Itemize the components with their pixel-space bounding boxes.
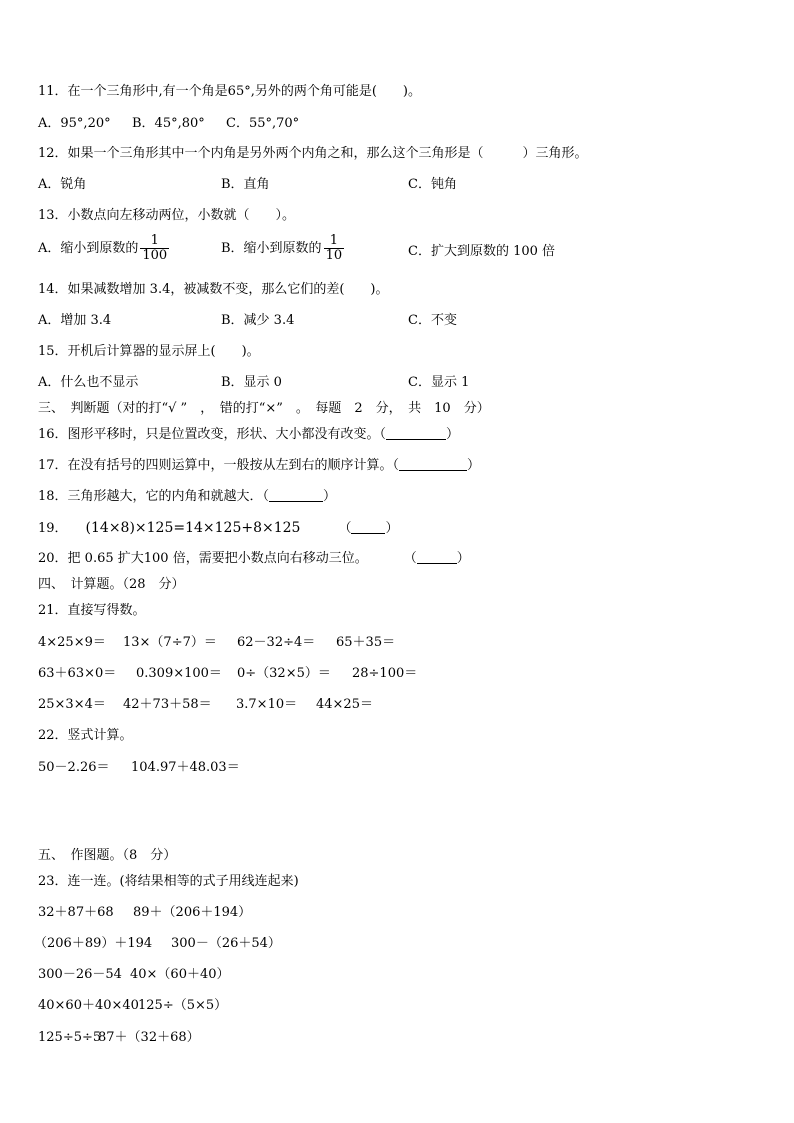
q16-close: ） <box>446 427 460 442</box>
calc-item: 65＋35＝ <box>336 635 396 650</box>
q11-option-b: B．45°,80° <box>132 116 205 131</box>
q11-stem: 11．在一个三角形中,有一个角是65°,另外的两个角可能是( )。 <box>38 84 421 99</box>
q19 <box>38 520 399 537</box>
q13-stem: 13．小数点向左移动两位，小数就（ ）。 <box>38 208 296 223</box>
q15-stem: 15．开机后计算器的显示屏上( )。 <box>38 344 260 359</box>
q13-a-denominator: 100 <box>142 248 168 263</box>
q22-stem: 22．竖式计算。 <box>38 728 133 743</box>
q14-option-a: A．增加 3.4 <box>38 313 112 328</box>
answer-blank[interactable] <box>269 489 323 502</box>
match-right-item: 125÷（5×5） <box>138 998 228 1013</box>
q12-option-a: A．锐角 <box>38 177 87 192</box>
match-right-item: 89＋（206＋194） <box>133 905 252 920</box>
calc-item: 3.7×10＝ <box>236 697 298 712</box>
q12-stem: 12．如果一个三角形其中一个内角是另外两个内角之和，那么这个三角形是（ ）三角形。 <box>38 146 588 161</box>
answer-blank[interactable] <box>399 458 467 471</box>
section-3-heading: 三、 判断题（对的打“√ ” ， 错的打“×” 。 每题 2 分， 共 10 分） <box>38 401 490 416</box>
q15-option-a: A．什么也不显示 <box>38 375 139 390</box>
calc-item: 42＋73＋58＝ <box>123 697 212 712</box>
q16 <box>38 427 459 443</box>
q20-text: 20．把 0.65 扩大100 倍，需要把小数点向右移动三位。 <box>38 551 368 566</box>
match-left-item: 300－26－54 <box>38 967 122 982</box>
answer-blank[interactable] <box>386 427 446 440</box>
q13-option-c: C．扩大到原数的 100 倍 <box>408 244 556 259</box>
q19-expression: (14×8)×125=14×125+8×125 <box>85 520 301 536</box>
q18-close: ） <box>323 489 337 504</box>
q19-open: （ <box>338 521 352 536</box>
match-right-item: 40×（60＋40） <box>130 967 230 982</box>
q13-b-numerator: 1 <box>329 233 338 248</box>
q20-open: （ <box>403 551 417 566</box>
q13-option-a <box>38 234 171 263</box>
q13-option-a-fraction <box>140 234 169 263</box>
q12-option-c: C．钝角 <box>408 177 457 192</box>
match-left-item: 125÷5÷5 <box>38 1030 102 1045</box>
section-4-heading: 四、 计算题。（28 分） <box>38 577 185 592</box>
match-right-item: 300－（26＋54） <box>171 936 281 951</box>
q19-close: ） <box>385 521 399 536</box>
q14-option-c: C．不变 <box>408 313 457 328</box>
q13-option-a-prefix: A．缩小到原数的 <box>38 241 139 256</box>
match-left-item: 40×60＋40×40 <box>38 998 139 1013</box>
q13-option-b-prefix: B．缩小到原数的 <box>221 241 322 256</box>
q19-label: 19． <box>38 521 68 536</box>
q13-option-b <box>221 234 346 263</box>
section-5-heading: 五、 作图题。（8 分） <box>38 848 177 863</box>
q15-option-b: B．显示 0 <box>221 375 282 390</box>
calc-item: 0.309×100＝ <box>136 666 222 681</box>
calc-item: 0÷（32×5）＝ <box>237 666 331 681</box>
vertical-calc-item: 104.97＋48.03＝ <box>131 760 240 775</box>
q14-option-b: B．减少 3.4 <box>221 313 295 328</box>
calc-item: 62－32÷4＝ <box>237 635 316 650</box>
vertical-calc-item: 50－2.26＝ <box>38 760 110 775</box>
match-right-item: 87＋（32＋68） <box>98 1030 200 1045</box>
q13-a-numerator: 1 <box>150 233 159 248</box>
calc-item: 13×（7÷7）＝ <box>123 635 217 650</box>
q14-stem: 14．如果减数增加 3.4，被减数不变，那么它们的差( )。 <box>38 282 389 297</box>
q17-close: ） <box>467 458 481 473</box>
q20-close: ） <box>456 551 470 566</box>
match-left-item: 32＋87＋68 <box>38 905 114 920</box>
calc-item: 44×25＝ <box>316 697 373 712</box>
calc-item: 28÷100＝ <box>352 666 418 681</box>
match-left-item: （206＋89）＋194 <box>34 936 153 951</box>
calc-item: 63＋63×0＝ <box>38 666 117 681</box>
q12-option-b: B．直角 <box>221 177 270 192</box>
q21-stem: 21．直接写得数。 <box>38 603 146 618</box>
q11-option-a: A．95°,20° <box>38 116 111 131</box>
calc-item: 4×25×9＝ <box>38 635 106 650</box>
q20 <box>38 551 470 567</box>
q17 <box>38 458 480 474</box>
q23-stem: 23．连一连。(将结果相等的式子用线连起来) <box>38 874 299 889</box>
answer-blank[interactable] <box>417 551 457 564</box>
q13-option-b-fraction <box>324 234 345 263</box>
q18-text: 18．三角形越大，它的内角和就越大．（ <box>38 489 270 504</box>
q11-option-c: C．55°,70° <box>226 116 300 131</box>
q13-b-denominator: 10 <box>325 248 343 263</box>
answer-blank[interactable] <box>351 521 385 534</box>
q17-text: 17．在没有括号的四则运算中，一般按从左到右的顺序计算。（ <box>38 458 400 473</box>
q18 <box>38 489 336 505</box>
q15-option-c: C．显示 1 <box>408 375 470 390</box>
q16-text: 16．图形平移时，只是位置改变，形状、大小都没有改变。（ <box>38 427 387 442</box>
calc-item: 25×3×4＝ <box>38 697 106 712</box>
